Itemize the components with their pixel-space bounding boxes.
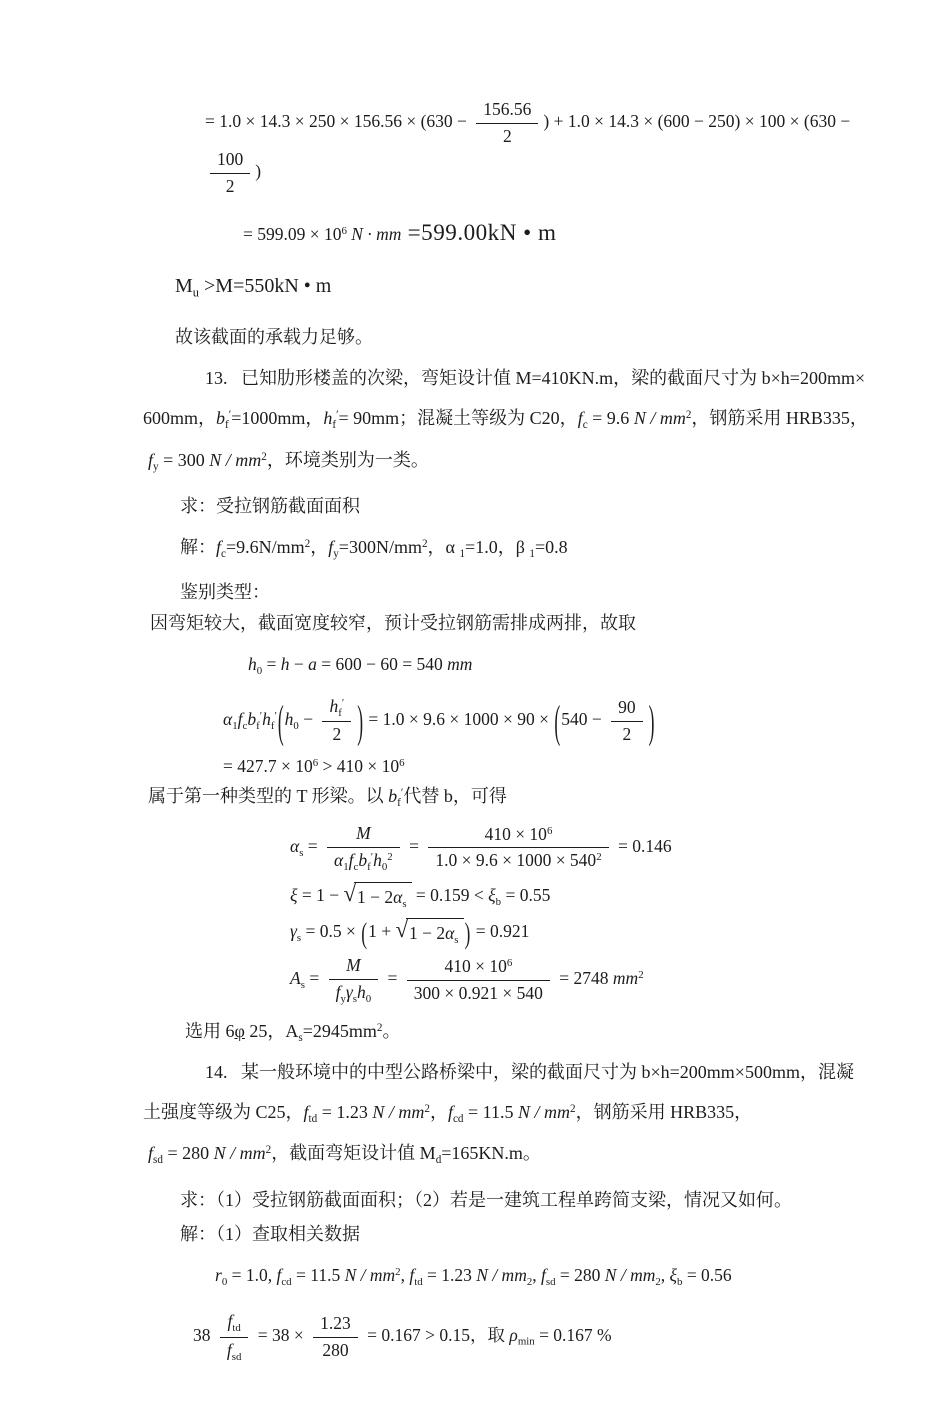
- text-question-14: 求：（1）受拉钢筋截面面积；（2）若是一建筑工程单跨简支梁，情况又如何。: [180, 1190, 792, 1211]
- text-question-13: 求：受拉钢筋截面面积: [180, 496, 360, 517]
- para-problem-13-line1: 13. 已知肋形楼盖的次梁，弯矩设计值 M=410KN.m，梁的截面尺寸为 b×h=200mm×: [205, 368, 866, 389]
- formula-capacity-check: $M_u >M=550kN$ • m: [175, 275, 332, 300]
- text-solution-14-step1: 解：（1）查取相关数据: [180, 1224, 360, 1245]
- formula-gamma-s: $\gamma_s = 0.5 \times (1$ + √ $1 - 2\alpha_s$ ) = 0.921: [290, 915, 530, 950]
- para-problem-14-line2: 土强度等级为 C25，$f_{td} = 1.23$ N / $mm^2$，$f_{cd} = 11.5$ N / $mm^2$，钢筋采用 HRB335，: [143, 1101, 753, 1125]
- text-conclusion-capacity: 故该截面的承载力足够。: [175, 327, 373, 348]
- para-problem-13-line3: $f_y = 300$ N / $mm^2$，环境类别为一类。: [148, 449, 429, 473]
- para-problem-14-line1: 14. 某一般环境中的中型公路桥梁中，梁的截面尺寸为 b×h=200mm×500mm，混凝: [205, 1061, 854, 1082]
- para-problem-13-line2: 600mm，$b_f'=1000mm$，$h_f'= 90mm$；混凝土等级为 C20，$f_c = 9.6$ N / $mm^2$，钢筋采用 HRB335，: [143, 408, 868, 431]
- formula-flange-capacity-result: = $427.7 \times 10^6 > 410 \times 10^6$: [223, 756, 405, 777]
- formula-design-values: $r_0 = 1.0$, $f_{cd} = 11.5$ N / $mm^2$, $f_{td} = 1.23$ N / $mm_2$, $f_{sd} = 280$ N / $mm_2$, $\xi_b = 0.56$: [215, 1265, 732, 1288]
- text-reason-two-rows: 因弯矩较大，截面宽度较窄，预计受拉钢筋需排成两排，故取: [150, 612, 636, 633]
- formula-section-moment-capacity: = 1.0 × 14.3 × 250 × 156.56 × (630 − $\frac{156.56}{2}$ ) + 1.0 × 14.3 × (600 − 250) × 100 × (630 − $\frac{100}{2}$ ): [205, 99, 855, 196]
- formula-rho-min: 38 $\frac{f_{td}}{f_{sd}}$ = 38 × $\frac{1.23}{280}$ = 0.167 > 0.15，取 $\rho_{min} = 0.167$ %: [193, 1311, 612, 1363]
- para-problem-14-line3: $f_{sd} = 280$ N / $mm^2$，截面弯矩设计值 $M_d=165KN.m$。: [148, 1143, 541, 1167]
- formula-solution-13-values: 解：$f_c=9.6N/mm^2$，$f_y=300N/mm^2$，α $_1$=1.0，β $_1$=0.8: [180, 537, 568, 561]
- formula-xi: ξ = 1 − √ $1 - 2\alpha_s$ = $0.159 < \xi_b = 0.55$: [290, 882, 890, 912]
- formula-alpha-s: $\alpha_s$ = $\frac{M}{\alpha_1f_cb_f'h_0^2}$ = $\frac{410 \times 10^6}{1.0 \times 9.6 \times 1000 \times 540^2}$ = 0.146: [290, 822, 672, 873]
- formula-h0: $h_0 = h - a = 600 - 60 = 540$ mm: [248, 653, 473, 677]
- text-t-beam-type: 属于第一种类型的 T 形梁。以 $b_f'$代替 b，可得: [148, 786, 507, 810]
- formula-flange-capacity: $\alpha_1f_cb_f'h_f'(h_0$ − $\frac{h_f'}{2}$ ) = 1.0 × 9.6 × 1000 × 90 × (540 − $\frac{90}{2}$ ): [223, 694, 655, 747]
- formula-a-s: $A_s$ = $\frac{M}{f_y\gamma_sh_0}$ = $\frac{410 \times 10^6}{300 \times 0.921 \times 540}$ = 2748 $mm^2$: [290, 955, 644, 1005]
- text-rebar-selection: 选用 6φ 25，$A_s=2945mm^2$。: [185, 1021, 401, 1045]
- formula-moment-capacity-result: = $599.09 \times 10^6$ N · mm =599.00kN • m: [243, 218, 557, 245]
- text-type-check-label: 鉴别类型：: [180, 581, 270, 602]
